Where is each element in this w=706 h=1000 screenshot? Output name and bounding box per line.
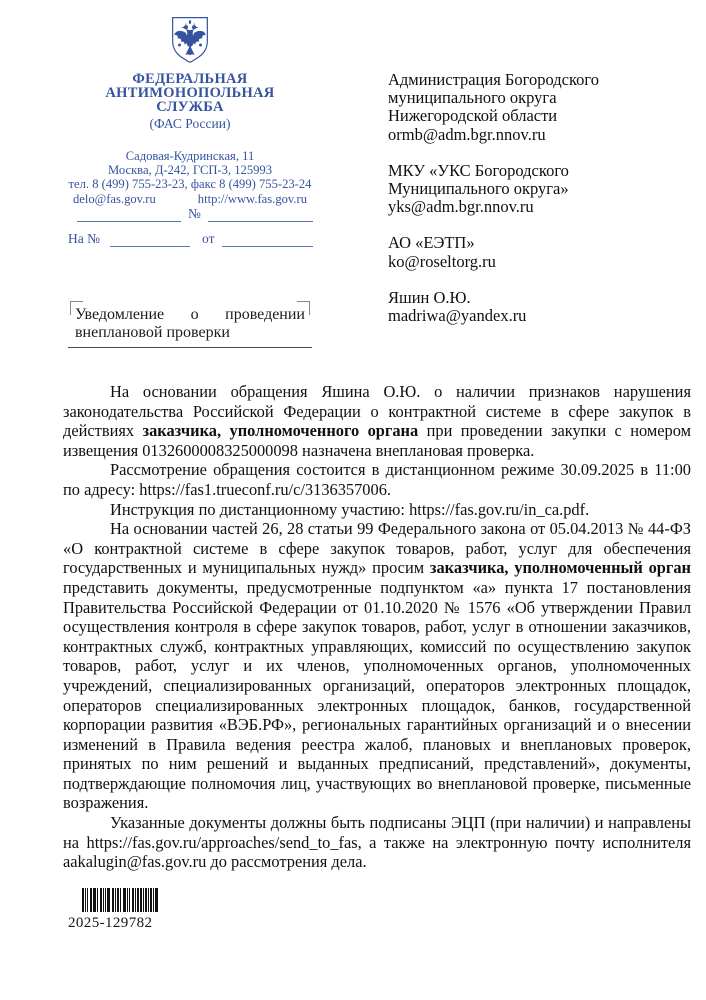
incoming-number-blank-line bbox=[110, 232, 190, 247]
recipient-line: Нижегородской области bbox=[388, 106, 558, 126]
recipient-email: madriwa@yandex.ru bbox=[388, 306, 527, 326]
recipient-email: yks@adm.bgr.nnov.ru bbox=[388, 197, 534, 217]
org-name-line: АНТИМОНОПОЛЬНАЯ bbox=[105, 84, 275, 101]
address-line: тел. 8 (499) 755-23-23, факс 8 (499) 755-23-24 bbox=[68, 177, 312, 192]
letterhead bbox=[55, 14, 325, 206]
on-number-label: На № bbox=[68, 231, 100, 246]
recipient-block bbox=[388, 234, 688, 270]
body-paragraph: На основании частей 26, 28 статьи 99 Федерального закона от 05.04.2013 № 44-ФЗ «О контрактной системе в сфере закупок товаров, работ, услуг для обеспечения государственных и муниципальных нужд» просим заказчика, уполномоченный орган представить документы, предусмотренные подпунктом «а» пункта 17 постановления Правительства Российской Федерации от 01.10.2020 № 1576 «Об утверждении Правил осуществления контроля в сфере закупок товаров, работ, услуг в отношении заказчиков, контрактных служб, контрактных управляющих, комиссий по осуществлению закупок товаров, работ, услуг и их членов, уполномоченных органов, уполномоченных учреждений, специализированных организаций, операторов электронных площадок, операторов специализированных электронных площадок, банков, государственной корпорации развития «ВЭБ.РФ», региональных гарантийных организаций и о внесении изменений в Правила ведения реестра жалоб, плановых и внеплановых проверок, принятых по ним решений и выданных предписаний, представлений», документы, подтверждающие полномочия лиц, участвующих во внеплановой проверке, письменные возражения. bbox=[63, 519, 691, 813]
org-name-line: ФЕДЕРАЛЬНАЯ bbox=[132, 71, 248, 87]
incoming-number-row bbox=[68, 231, 313, 247]
body-paragraph: Инструкция по дистанционному участию: https://fas.gov.ru/in_ca.pdf. bbox=[110, 499, 590, 519]
recipient-line: муниципального округа bbox=[388, 88, 557, 108]
address-line: Москва, Д-242, ГСП-3, 125993 bbox=[107, 163, 273, 178]
body-paragraph: На основании обращения Яшина О.Ю. о наличии признаков нарушения законодательства Российской Федерации о контрактной системе в сфере закупок в действиях заказчика, уполномоченного органа при проведении закупки с номером извещения 0132600008325000098 назначена внеплановая проверка. bbox=[63, 382, 691, 460]
recipient-line: Муниципального округа» bbox=[388, 179, 569, 199]
corner-mark-left-icon bbox=[70, 301, 83, 315]
reference-block bbox=[55, 206, 327, 247]
registration-number: 2025-129782 bbox=[68, 915, 153, 931]
subject-title: Уведомление о проведении внеплановой проверки bbox=[75, 306, 305, 341]
recipient-block bbox=[388, 289, 688, 325]
recipient-email: ormb@adm.bgr.nnov.ru bbox=[388, 124, 546, 144]
from-label: от bbox=[202, 231, 215, 246]
letter-body bbox=[63, 382, 691, 872]
recipient-block bbox=[388, 162, 688, 217]
recipient-email: ko@roseltorg.ru bbox=[388, 251, 496, 271]
recipient-line: АО «ЕЭТП» bbox=[388, 233, 475, 253]
body-paragraph: Рассмотрение обращения состоится в дистанционном режиме 30.09.2025 в 11:00 по адресу: https://fas1.trueconf.ru/c/3136357006. bbox=[63, 460, 691, 499]
barcode bbox=[82, 888, 158, 912]
address-line: Садовая-Кудринская, 11 bbox=[125, 149, 255, 164]
recipients-list bbox=[388, 71, 688, 343]
subject-underline bbox=[68, 347, 312, 348]
recipient-line: Яшин О.Ю. bbox=[388, 287, 471, 307]
org-short-name: (ФАС России) bbox=[149, 116, 231, 132]
subject-block bbox=[68, 301, 312, 348]
recipient-block bbox=[388, 71, 688, 144]
corner-mark-right-icon bbox=[297, 301, 310, 315]
org-website: http://www.fas.gov.ru bbox=[197, 191, 308, 206]
outgoing-number-row bbox=[77, 206, 313, 222]
body-paragraph: Указанные документы должны быть подписаны ЭЦП (при наличии) и направлены на https://fas.gov.ru/approaches/send_to_fas, а также на электронную почту исполнителя aakalugin@fas.gov.ru до рассмотрения дела. bbox=[63, 813, 691, 872]
org-email: delo@fas.gov.ru bbox=[72, 191, 156, 206]
recipient-line: МКУ «УКС Богородского bbox=[388, 160, 569, 180]
org-name-line: СЛУЖБА bbox=[156, 98, 224, 115]
recipient-line: Администрация Богородского bbox=[388, 70, 600, 89]
number-blank-line bbox=[208, 207, 313, 222]
fas-coat-of-arms-icon bbox=[169, 14, 211, 66]
number-sign-label: № bbox=[188, 206, 201, 221]
date-blank-line bbox=[77, 207, 181, 222]
incoming-date-blank-line bbox=[222, 232, 313, 247]
